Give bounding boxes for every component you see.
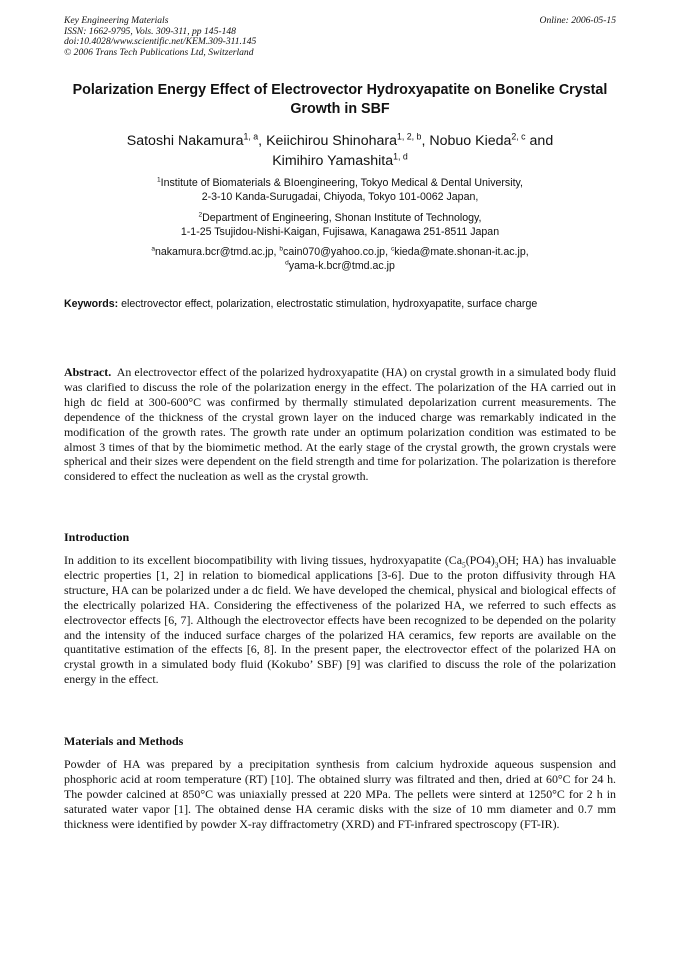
author-affiliation-mark: 2, c: [511, 131, 526, 142]
keywords-label: Keywords:: [64, 298, 119, 310]
author-separator: and: [525, 133, 554, 149]
email-address[interactable]: kieda@mate.shonan-it.ac.jp,: [394, 246, 529, 258]
formula-subscript: 5: [462, 560, 466, 570]
author-name: Nobuo Kieda: [429, 133, 512, 149]
author-name: Satoshi Nakamura: [126, 133, 244, 149]
abstract-block: [64, 365, 616, 484]
journal-copyright: © 2006 Trans Tech Publications Ltd, Switzerland: [64, 46, 254, 58]
materials-paragraph: Powder of HA was prepared by a precipitation synthesis from calcium hydroxide aqueous suspension and phosphoric acid at room temperature (RT) [10]. The obtained slurry was filtrated and then, dried at 60°C for 24 h. The powder calcined at 850°C was uniaxially pressed at 220 MPa. The pellets were sinterd at 1250°C for 2 h in saturated water vapor [1]. The obtained dense HA ceramic disks with the size of 10 mm diameter and 0.7 mm thickness were identified by powder X-ray diffractometry (XRD) and FT-infrared spectroscopy (FT-IR).: [64, 757, 616, 831]
introduction-heading: Introduction: [64, 530, 130, 544]
affiliation-line: 1-1-25 Tsujidou-Nishi-Kaigan, Fujisawa, Kanagawa 251-8511 Japan: [180, 226, 500, 239]
email-mark: d: [285, 259, 289, 267]
affiliation-line: Institute of Biomaterials & BIoengineering, Tokyo Medical & Dental University,: [160, 177, 523, 189]
email-separator: ,: [273, 246, 280, 258]
email-address[interactable]: cain070@yahoo.co.jp: [283, 246, 386, 258]
keywords-block: [64, 297, 616, 312]
email-separator: ,: [385, 246, 391, 258]
affiliation-2: [60, 211, 620, 240]
email-mark: b: [279, 245, 284, 253]
affiliation-line: Department of Engineering, Shonan Institute of Technology,: [202, 212, 482, 224]
journal-issn: ISSN: 1662-9795, Vols. 309-311, pp 145-148: [64, 25, 236, 37]
materials-heading: Materials and Methods: [64, 734, 184, 748]
affiliation-mark: 1: [157, 176, 161, 184]
affiliation-1: [60, 176, 620, 205]
author-name: Keiichirou Shinohara: [266, 133, 397, 149]
email-address[interactable]: yama-k.bcr@tmd.ac.jp: [288, 260, 395, 273]
author-affiliation-mark: 1, d: [393, 151, 408, 162]
journal-metadata: [64, 16, 616, 58]
author-separator: ,: [258, 133, 267, 149]
email-list: [60, 245, 620, 274]
online-date: Online: 2006-05-15: [539, 15, 616, 26]
affiliation-line: 2-3-10 Kanda-Surugadai, Chiyoda, Tokyo 101-0062 Japan,: [201, 191, 479, 204]
email-address[interactable]: nakamura.bcr@tmd.ac.jp: [154, 246, 274, 258]
author-name: Kimihiro Yamashita: [272, 153, 394, 169]
author-separator: ,: [421, 133, 430, 149]
author-affiliation-mark: 1, a: [243, 131, 259, 142]
author-affiliation-mark: 1, 2, b: [397, 131, 422, 142]
affiliation-mark: 2: [198, 211, 203, 219]
journal-name: Key Engineering Materials: [64, 15, 169, 26]
paper-title: Polarization Energy Effect of Electrovector Hydroxyapatite on Bonelike Crystal Growth in SBF: [72, 82, 608, 117]
keywords-text: electrovector effect, polarization, electrostatic stimulation, hydroxyapatite, surface charge: [121, 298, 538, 310]
formula-subscript: 3: [494, 560, 499, 570]
introduction-paragraph: [64, 553, 616, 687]
abstract-label: Abstract.: [64, 365, 112, 379]
email-mark: c: [390, 245, 395, 253]
abstract-text: An electrovector effect of the polarized hydroxyapatite (HA) on crystal growth in a simulated body fluid was clarified to discuss the role of the polarization energy in the effect. The polarization of the HA carried out in high dc field at 300-600°C was confirmed by thermally stimulated depolarization current measurements. The dependence of the thickness of the crystal grown layer on the induced charge was remarkably indicated in the modification of the growth rates. The growth rate under an optimum polarization condition was estimated to be almost 3 times of that by the biomimetic method. At the early stage of the crystal growth, the grown crystals were spherical and their sizes were dependent on the field strength and time for polarization. The polarization is therefore considered to effect the nucleation as well as the crystal growth.: [64, 365, 616, 484]
intro-text-before: In addition to its excellent biocompatibility with living tissues, hydroxyapatite (Ca: [64, 553, 463, 567]
author-list: [60, 131, 620, 171]
intro-text-mid: (PO4): [465, 553, 495, 567]
email-mark: a: [151, 245, 155, 253]
journal-doi: doi:10.4028/www.scientific.net/KEM.309-311.145: [64, 36, 257, 48]
intro-text-after: OH; HA) has invaluable electric properties [1, 2] in relation to biomedical applications [3-6]. Due to the proton diffusivity through HA structure, HA can be polarized under a dc field. We have developed the chemical, physical and biological effects of the electrically polarized HA. Considering the effectiveness of the polarized HA, we referred to such effects as electrovector effects [6, 7]. Although the electrovector effects have been recognized to be depended on the polarity and the intensity of the induced surface charges of the polarized HA ceramics, few reports are available on the quantitative estimation of the effects [6, 8]. In the present paper, the electrovector effect of the polarized HA on crystal growth in a simulated body fluid (Kokubo’ SBF) [9] was clarified to discuss the role of the polarization energy in the effect.: [64, 553, 616, 687]
